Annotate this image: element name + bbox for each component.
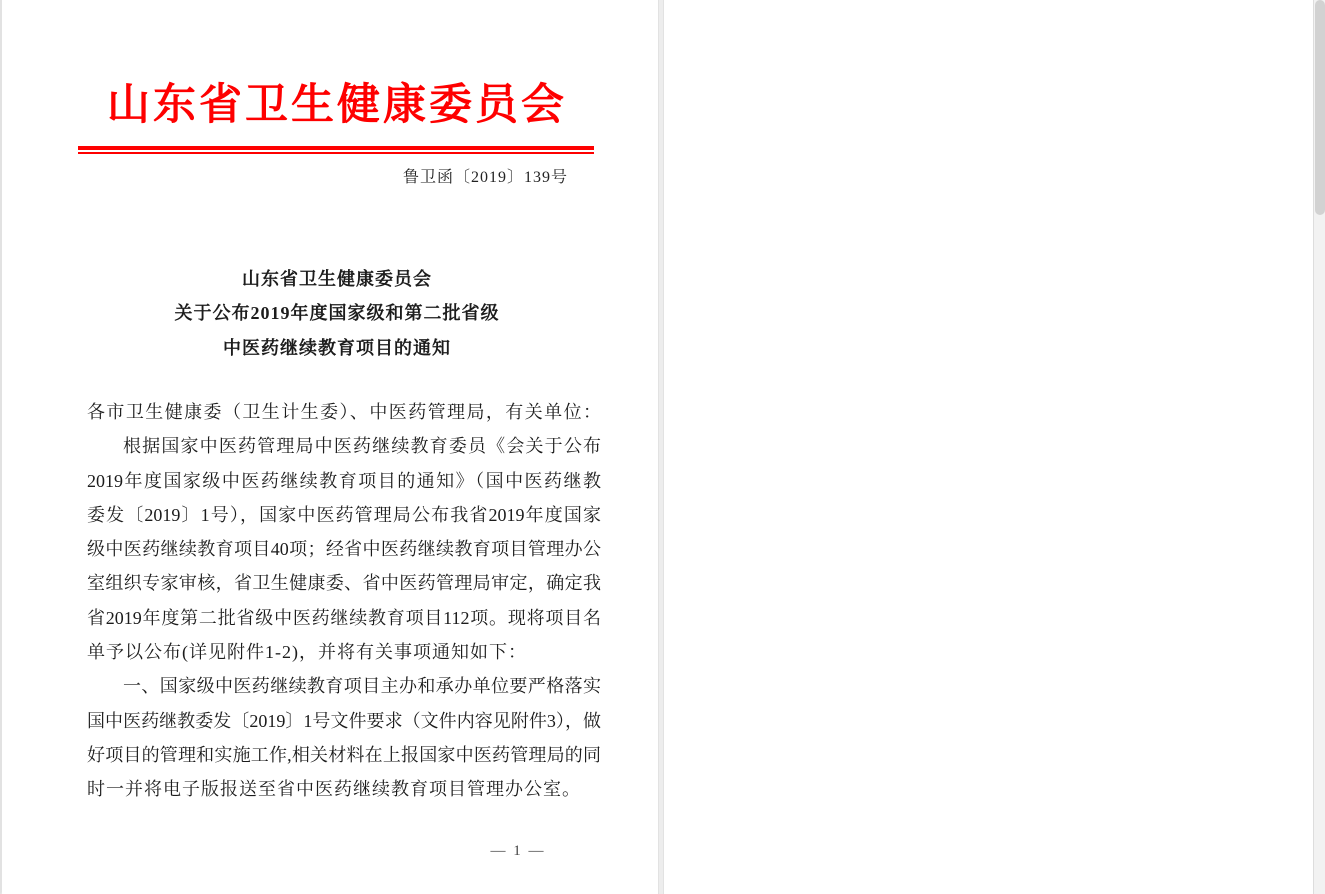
- text-line: 好项目的管理和实施工作,相关材料在上报国家中医药管理局的同: [87, 744, 601, 765]
- text-line: 国中医药继教委发〔2019〕1号文件要求（文件内容见附件3），做: [87, 710, 601, 731]
- page-1-number: — 1 —: [490, 843, 546, 859]
- text-line: 山东省卫生健康委员会: [242, 269, 432, 289]
- document-title: [80, 262, 594, 365]
- text-line: 省2019年度第二批省级中医药继续教育项目112项。现将项目名: [87, 607, 601, 628]
- text-line: 根据国家中医药管理局中医药继续教育委员《会关于公布: [123, 436, 601, 457]
- vertical-scrollbar-thumb[interactable]: [1315, 0, 1325, 215]
- letterhead-org-title: 山东省卫生健康委员会: [107, 82, 567, 129]
- text-line: 时一并将电子版报送至省中医药继续教育项目管理办公室。: [87, 779, 581, 800]
- text-line: 单予以公布(详见附件1-2)，并将有关事项通知如下：: [87, 642, 527, 663]
- page-1-body-text: [87, 395, 601, 807]
- text-line: 关于公布2019年度国家级和第二批省级: [174, 303, 500, 324]
- text-line: 室组织专家审核，省卫生健康委、省中医药管理局审定，确定我: [87, 573, 601, 594]
- document-page-2: [664, 0, 1315, 894]
- text-line: 一、国家级中医药继续教育项目主办和承办单位要严格落实: [123, 676, 601, 697]
- letterhead-red-rule: [78, 146, 594, 154]
- text-line: 委发〔2019〕1号），国家中医药管理局公布我省2019年度国家: [87, 504, 601, 525]
- text-line: 各市卫生健康委（卫生计生委）、中医药管理局，有关单位：: [87, 402, 601, 422]
- vertical-scrollbar-track[interactable]: [1313, 0, 1325, 894]
- document-reference-number: 鲁卫函〔2019〕139号: [402, 169, 568, 186]
- document-page-1: [2, 0, 658, 894]
- text-line: 级中医药继续教育项目40项；经省中医药继续教育项目管理办公: [87, 539, 601, 560]
- text-line: 2019年度国家级中医药继续教育项目的通知》（国中医药继教: [87, 470, 601, 491]
- text-line: 中医药继续教育项目的通知: [223, 337, 451, 358]
